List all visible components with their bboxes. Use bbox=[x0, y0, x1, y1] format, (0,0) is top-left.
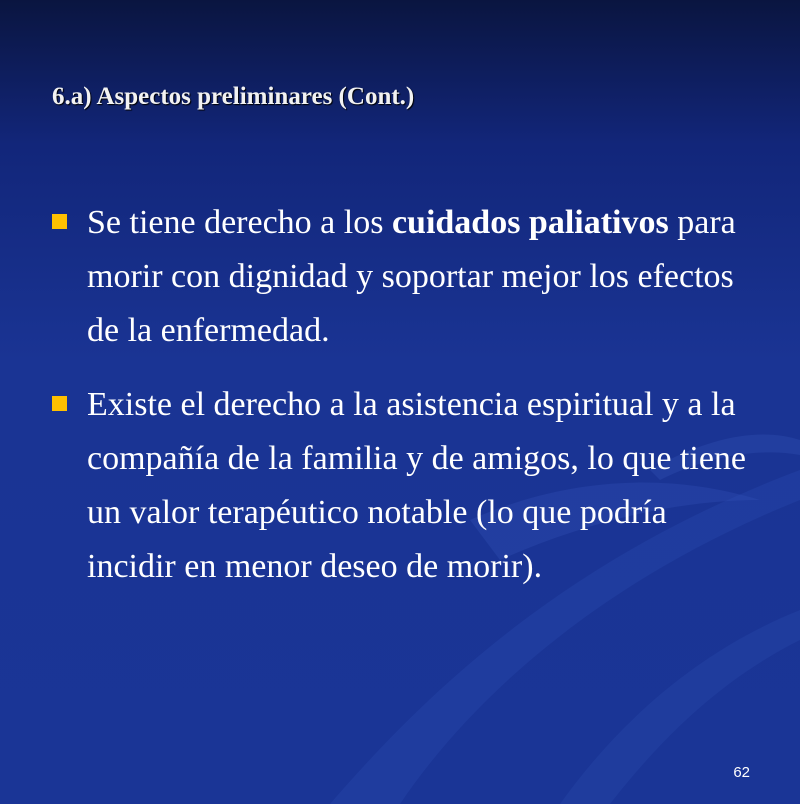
square-bullet-icon bbox=[52, 214, 67, 229]
bullet-text-before: Se tiene derecho a los bbox=[87, 204, 392, 241]
page-number: 62 bbox=[733, 764, 750, 781]
slide-title: 6.a) Aspectos preliminares (Cont.) bbox=[52, 83, 415, 110]
bullet-text: Existe el derecho a la asistencia espiritual y a la compañía de la familia y de amigos, lo que tiene un valor terapéutico notable (lo que podría incidir en menor deseo de morir). bbox=[87, 386, 746, 585]
square-bullet-icon bbox=[52, 396, 67, 411]
bullet-text bbox=[87, 196, 747, 358]
bullet-item bbox=[52, 378, 772, 594]
bullet-text-after: para morir con dignidad y soportar mejor los efectos de la enfermedad. bbox=[87, 204, 736, 349]
bullet-list bbox=[52, 196, 772, 614]
bullet-item bbox=[52, 196, 772, 358]
bullet-text-bold: cuidados paliativos bbox=[391, 204, 669, 241]
